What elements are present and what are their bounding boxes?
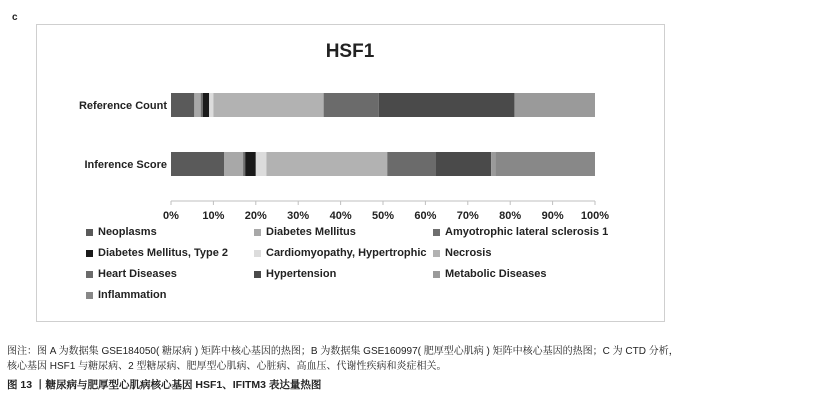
x-tick-label: 90% [541, 210, 564, 222]
bar-segment [171, 93, 194, 117]
bar-segment [387, 152, 436, 176]
legend-swatch [86, 229, 93, 236]
legend-label: Cardiomyopathy, Hypertrophic [266, 247, 427, 259]
panel-label: c [12, 12, 18, 23]
legend-swatch [433, 250, 440, 257]
legend-swatch [254, 250, 261, 257]
legend-label: Hypertension [266, 268, 337, 280]
bar-segment [436, 152, 491, 176]
legend-swatch [254, 271, 261, 278]
bar-segment [243, 152, 245, 176]
legend-swatch [86, 250, 93, 257]
legend-label: Metabolic Diseases [445, 268, 547, 280]
legend-item [254, 247, 427, 259]
legend-label: Necrosis [445, 247, 492, 259]
bar-segment [495, 152, 595, 176]
legend-item [433, 247, 491, 259]
chart-frame [36, 24, 665, 322]
legend-label: Diabetes Mellitus [266, 226, 356, 238]
x-tick-label: 70% [456, 210, 479, 222]
legend-item [254, 268, 336, 280]
legend-swatch [433, 271, 440, 278]
bar-segment [514, 93, 595, 117]
bar-segment [379, 93, 515, 117]
x-tick-label: 0% [163, 210, 179, 222]
category-label: Reference Count [78, 100, 167, 112]
chart-title: HSF1 [325, 41, 375, 62]
bar-segment [194, 93, 200, 117]
x-tick-label: 40% [329, 210, 352, 222]
bar-segment [203, 93, 209, 117]
legend-swatch [86, 271, 93, 278]
figure-title: 图 13 丨糖尿病与肥厚型心肌病核心基因 HSF1、IFITM3 表达量热图 [7, 379, 322, 391]
legend-label: Neoplasms [98, 226, 157, 238]
x-tick-label: 80% [499, 210, 522, 222]
legend-item [86, 268, 177, 280]
legend-label: Diabetes Mellitus, Type 2 [98, 247, 229, 259]
figure-caption [7, 344, 807, 374]
legend-item [433, 268, 547, 280]
legend-item [86, 289, 166, 301]
caption-line-1: 图注：图 A 为数据集 GSE184050( 糖尿病 ) 矩阵中核心基因的热图；B 为数据集 GSE160997( 肥厚型心肌病 ) 矩阵中核心基因的热图；C 为 CTD 分析， [7, 346, 679, 357]
legend-label: Heart Diseases [98, 268, 177, 280]
legend-swatch [86, 292, 93, 299]
bar-segment [324, 93, 379, 117]
legend-label: Amyotrophic lateral sclerosis 1 [445, 226, 609, 238]
legend-swatch [254, 229, 261, 236]
bar-segment [201, 93, 203, 117]
legend-label: Inflammation [98, 289, 167, 301]
legend-swatch [433, 229, 440, 236]
bar-segment [245, 152, 256, 176]
bar-segment [266, 152, 387, 176]
x-tick-label: 30% [287, 210, 310, 222]
x-tick-label: 60% [414, 210, 437, 222]
legend-item [86, 226, 157, 238]
x-tick-label: 50% [371, 210, 395, 222]
bar-segment [213, 93, 323, 117]
category-label: Inference Score [84, 159, 167, 171]
x-tick-label: 20% [244, 210, 267, 222]
bar-segment [491, 152, 495, 176]
legend-item [86, 247, 228, 259]
legend-item [254, 226, 356, 238]
bar-segment [209, 93, 213, 117]
legend-item [433, 226, 608, 238]
x-tick-label: 10% [202, 210, 225, 222]
bar-segment [224, 152, 243, 176]
bar-segment [171, 152, 224, 176]
x-tick-label: 100% [580, 210, 610, 222]
caption-line-2: 核心基因 HSF1 与糖尿病、2 型糖尿病、肥厚型心肌病、心脏病、高血压、代谢性疾病和炎症相关。 [7, 361, 447, 372]
bar-segment [256, 152, 267, 176]
